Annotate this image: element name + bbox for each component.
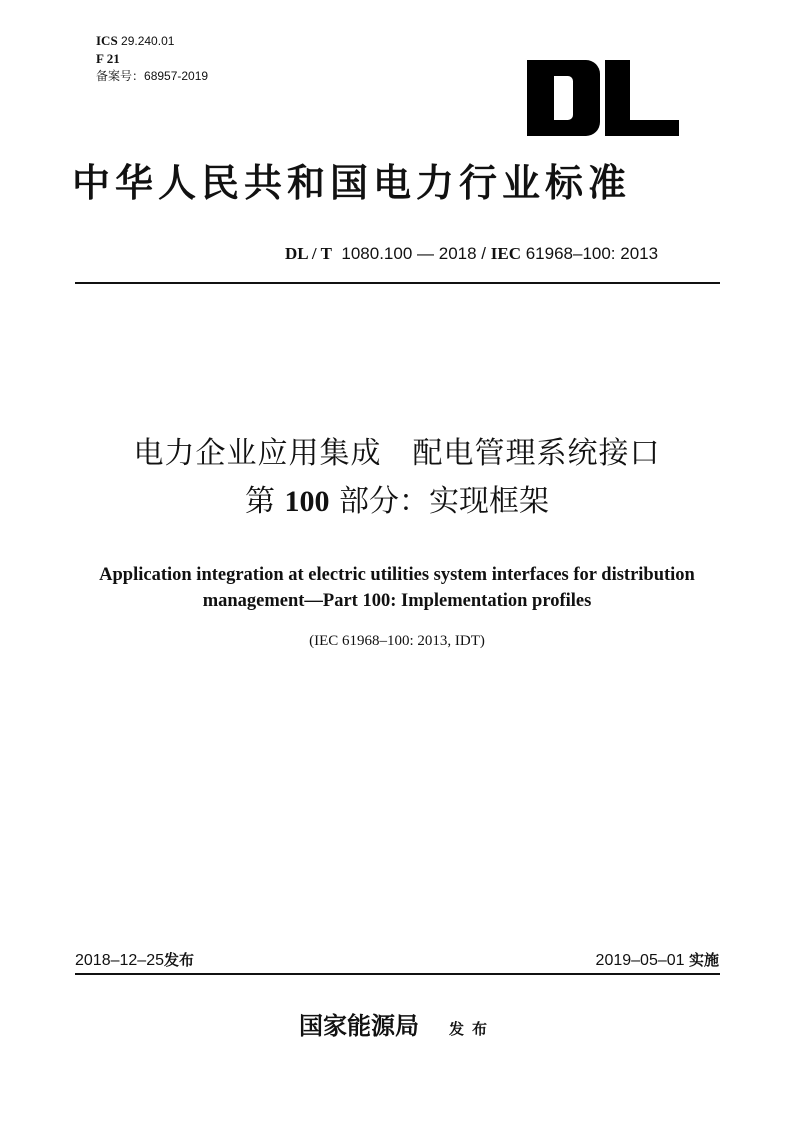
standard-category-title: 中华人民共和国电力行业标准 [72, 160, 632, 205]
classification-code: F 21 [96, 51, 120, 66]
issuing-organization: 国家能源局 [298, 1011, 419, 1040]
chinese-title-line1: 电力企业应用集成 配电管理系统接口 [133, 436, 661, 471]
issuer [0, 1006, 794, 1041]
english-title-line1: Application integration at electric utilities system interfaces for distribution [99, 565, 695, 585]
logo-letter-d [527, 60, 600, 136]
record-number: 备案号：68957-2019 [96, 69, 209, 83]
issue-action: 发布 [448, 1020, 495, 1038]
dl-logo [527, 60, 682, 137]
logo-letter-l-base [605, 120, 679, 136]
document-metadata [96, 32, 208, 85]
effective-date: 2019–05–01 实施 [595, 951, 719, 969]
publish-date: 2018–12–25发布 [75, 951, 194, 969]
ics-code: ICS 29.240.01 [96, 33, 175, 48]
english-title [0, 562, 794, 614]
iec-equivalence: (IEC 61968–100: 2013, IDT) [309, 633, 485, 649]
chinese-title-line2: 第 100 部分：实现框架 [244, 484, 550, 519]
bottom-divider [75, 973, 720, 975]
top-divider [75, 282, 720, 284]
english-title-line2: management—Part 100: Implementation profiles [202, 591, 592, 611]
standard-code: DL / T 1080.100 — 2018 / IEC 61968–100: 2013 [285, 244, 659, 263]
